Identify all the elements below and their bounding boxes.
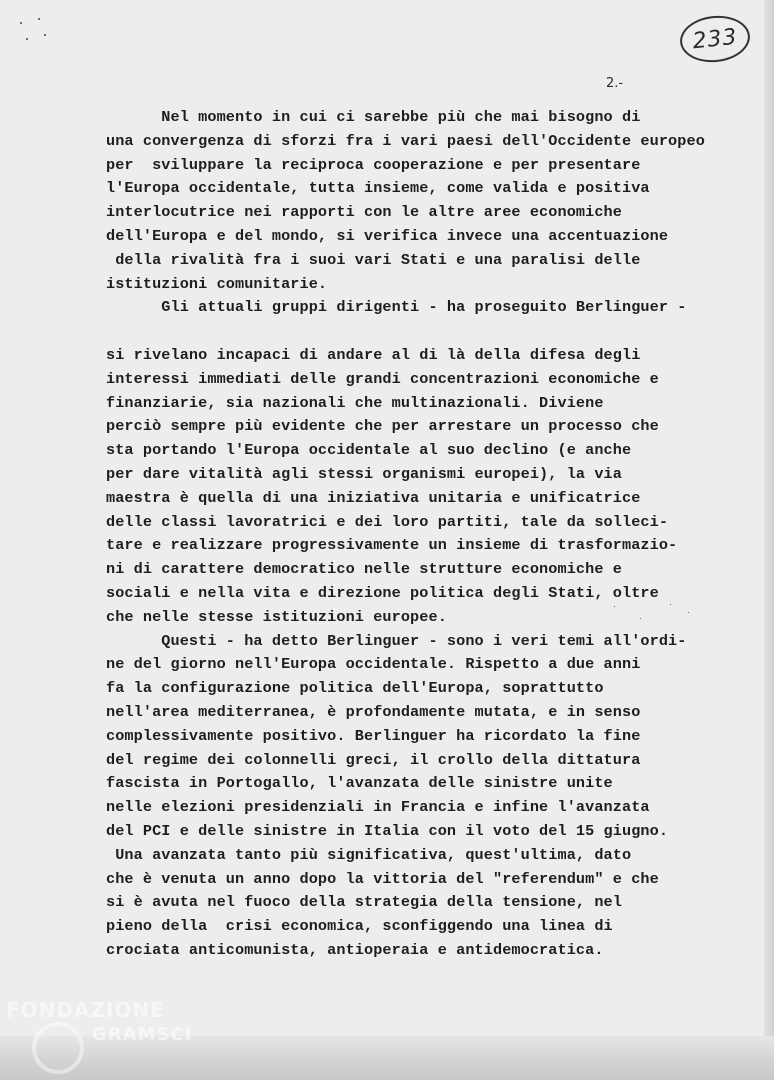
text-line: interlocutrice nei rapporti con le altre aree economiche xyxy=(106,203,622,222)
scan-speck xyxy=(44,34,46,36)
text-line: una convergenza di sforzi fra i vari paesi dell'Occidente europeo xyxy=(106,131,705,150)
text-line: ne del giorno nell'Europa occidentale. Rispetto a due anni xyxy=(106,655,641,674)
paragraph-gap xyxy=(106,320,746,344)
text-line: crociata anticomunista, antioperaia e antidemocratica. xyxy=(106,940,604,959)
text-line: maestra è quella di una iniziativa unitaria e unificatrice xyxy=(106,488,641,507)
text-line: che è venuta un anno dopo la vittoria del "referendum" e che xyxy=(106,869,659,888)
text-line: Gli attuali gruppi dirigenti - ha proseguito Berlinguer - xyxy=(106,298,687,317)
text-line: Una avanzata tanto più significativa, quest'ultima, dato xyxy=(106,845,632,864)
text-line: fa la configurazione politica dell'Europa, soprattutto xyxy=(106,679,604,698)
text-line: dell'Europa e del mondo, si verifica invece una accentuazione xyxy=(106,226,669,245)
text-line: interessi immediati delle grandi concentrazioni economiche e xyxy=(106,369,659,388)
text-line: Nel momento in cui ci sarebbe più che mai bisogno di xyxy=(106,108,641,126)
scan-speck xyxy=(20,22,22,24)
text-line: nell'area mediterranea, è profondamente mutata, e in senso xyxy=(106,702,641,721)
text-line: complessivamente positivo. Berlinguer ha ricordato la fine xyxy=(106,726,641,745)
archive-page-number: 233 xyxy=(678,12,752,65)
sheet-page-marker: 2.- xyxy=(606,76,624,91)
text-line: ni di carattere democratico nelle strutture economiche e xyxy=(106,560,622,579)
text-line: pieno della crisi economica, sconfiggendo una linea di xyxy=(106,917,613,936)
watermark-text-line2: GRAMSCI xyxy=(92,1024,193,1045)
text-line: del regime dei colonnelli greci, il crollo della dittatura xyxy=(106,750,641,769)
text-line: fascista in Portogallo, l'avanzata delle sinistre unite xyxy=(106,774,613,793)
watermark-logo-icon xyxy=(32,1022,84,1074)
foundation-watermark xyxy=(6,996,206,1076)
text-line: istituzioni comunitarie. xyxy=(106,274,328,293)
text-line: nelle elezioni presidenziali in Francia e infine l'avanzata xyxy=(106,798,650,817)
text-line: l'Europa occidentale, tutta insieme, come valida e positiva xyxy=(106,179,650,198)
text-line: Questi - ha detto Berlinguer - sono i veri temi all'ordi- xyxy=(106,631,687,650)
text-line: sta portando l'Europa occidentale al suo declino (e anche xyxy=(106,441,632,460)
text-line: per sviluppare la reciproca cooperazione e per presentare xyxy=(106,155,641,174)
text-line: delle classi lavoratrici e dei loro partiti, tale da solleci- xyxy=(106,512,669,531)
page-edge-shadow xyxy=(764,0,774,1080)
scan-speck xyxy=(26,38,28,40)
text-line: sociali e nella vita e direzione politica degli Stati, oltre xyxy=(106,583,659,602)
watermark-text-line1: FONDAZIONE xyxy=(6,998,165,1022)
text-line: della rivalità fra i suoi vari Stati e una paralisi delle xyxy=(106,250,641,269)
text-line: si è avuta nel fuoco della strategia della tensione, nel xyxy=(106,893,622,912)
text-line: per dare vitalità agli stessi organismi europei), la via xyxy=(106,464,622,483)
text-line: finanziarie, sia nazionali che multinazionali. Diviene xyxy=(106,393,604,412)
text-line: del PCI e delle sinistre in Italia con il voto del 15 giugno. xyxy=(106,821,669,840)
text-line: tare e realizzare progressivamente un insieme di trasformazio- xyxy=(106,536,678,555)
text-line: che nelle stesse istituzioni europee. xyxy=(106,607,447,626)
text-line: perciò sempre più evidente che per arrestare un processo che xyxy=(106,417,659,436)
scan-speck xyxy=(38,18,40,20)
text-line: si rivelano incapaci di andare al di là della difesa degli xyxy=(106,345,641,364)
document-body xyxy=(106,106,746,963)
